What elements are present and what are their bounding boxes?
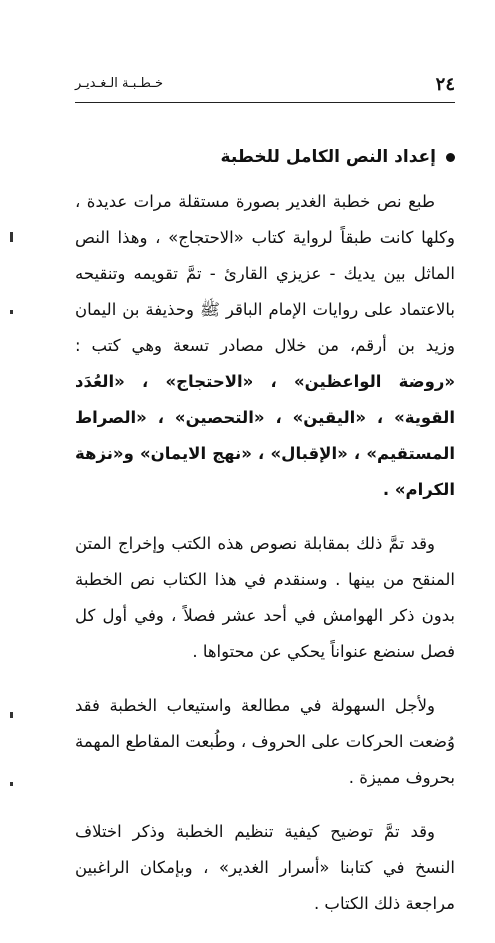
page-content [75, 140, 455, 940]
paragraph-1-sources: «روضة الواعظين» ، «الاحتجاج» ، «العُدَد القوية» ، «اليقين» ، «التحصين» ، «الصراط المستقيم» ، «الإقبال» ، «نهج الايمان» و«نزهة الكرام» . [75, 372, 455, 499]
margin-mark [10, 310, 13, 314]
margin-mark [10, 232, 13, 242]
bullet-icon [446, 153, 455, 162]
paragraph-2: وقد تمَّ ذلك بمقابلة نصوص هذه الكتب وإخراج المتن المنقح من بينها . وسنقدم في هذا الكتاب نص الخطبة بدون ذكر الهوامش في أحد عشر فصلاً ، وفي أول كل فصل سنضع عنواناً يحكي عن محتواها . [75, 534, 455, 661]
header-rule [75, 102, 455, 103]
margin-mark [10, 782, 13, 786]
page-number: ٢٤ [435, 74, 455, 95]
paragraph-4: وقد تمَّ توضيح كيفية تنظيم الخطبة وذكر اختلاف النسخ في كتابنا «أسرار الغدير» ، وبإمكان الراغبين مراجعة ذلك الكتاب . [75, 822, 455, 913]
section-heading-text: إعداد النص الكامل للخطبة [220, 147, 436, 167]
running-title: خـطـبـة الـغـديـر [75, 76, 164, 91]
paragraph-1 [75, 184, 455, 508]
section-heading [75, 140, 455, 174]
page-header [75, 72, 455, 102]
margin-mark [10, 712, 13, 718]
paragraph-3: ولأجل السهولة في مطالعة واستيعاب الخطبة فقد وُضعت الحركات على الحروف ، وطُبعت المقاطع المهمة بحروف مميزة . [75, 696, 455, 787]
paragraph-1-text: طبع نص خطبة الغدير بصورة مستقلة مرات عديدة ، وكلها كانت طبقاً لرواية كتاب «الاحتجاج» ، وهذا النص الماثل بين يديك - عزيزي القارئ - تمَّ تقويمه وتنقيحه بالاعتماد على روايات الإمام الباقر ﷺ وحذيفة بن اليمان وزيد بن أرقم، من خلال مصادر تسعة وهي كتب : [75, 192, 455, 355]
